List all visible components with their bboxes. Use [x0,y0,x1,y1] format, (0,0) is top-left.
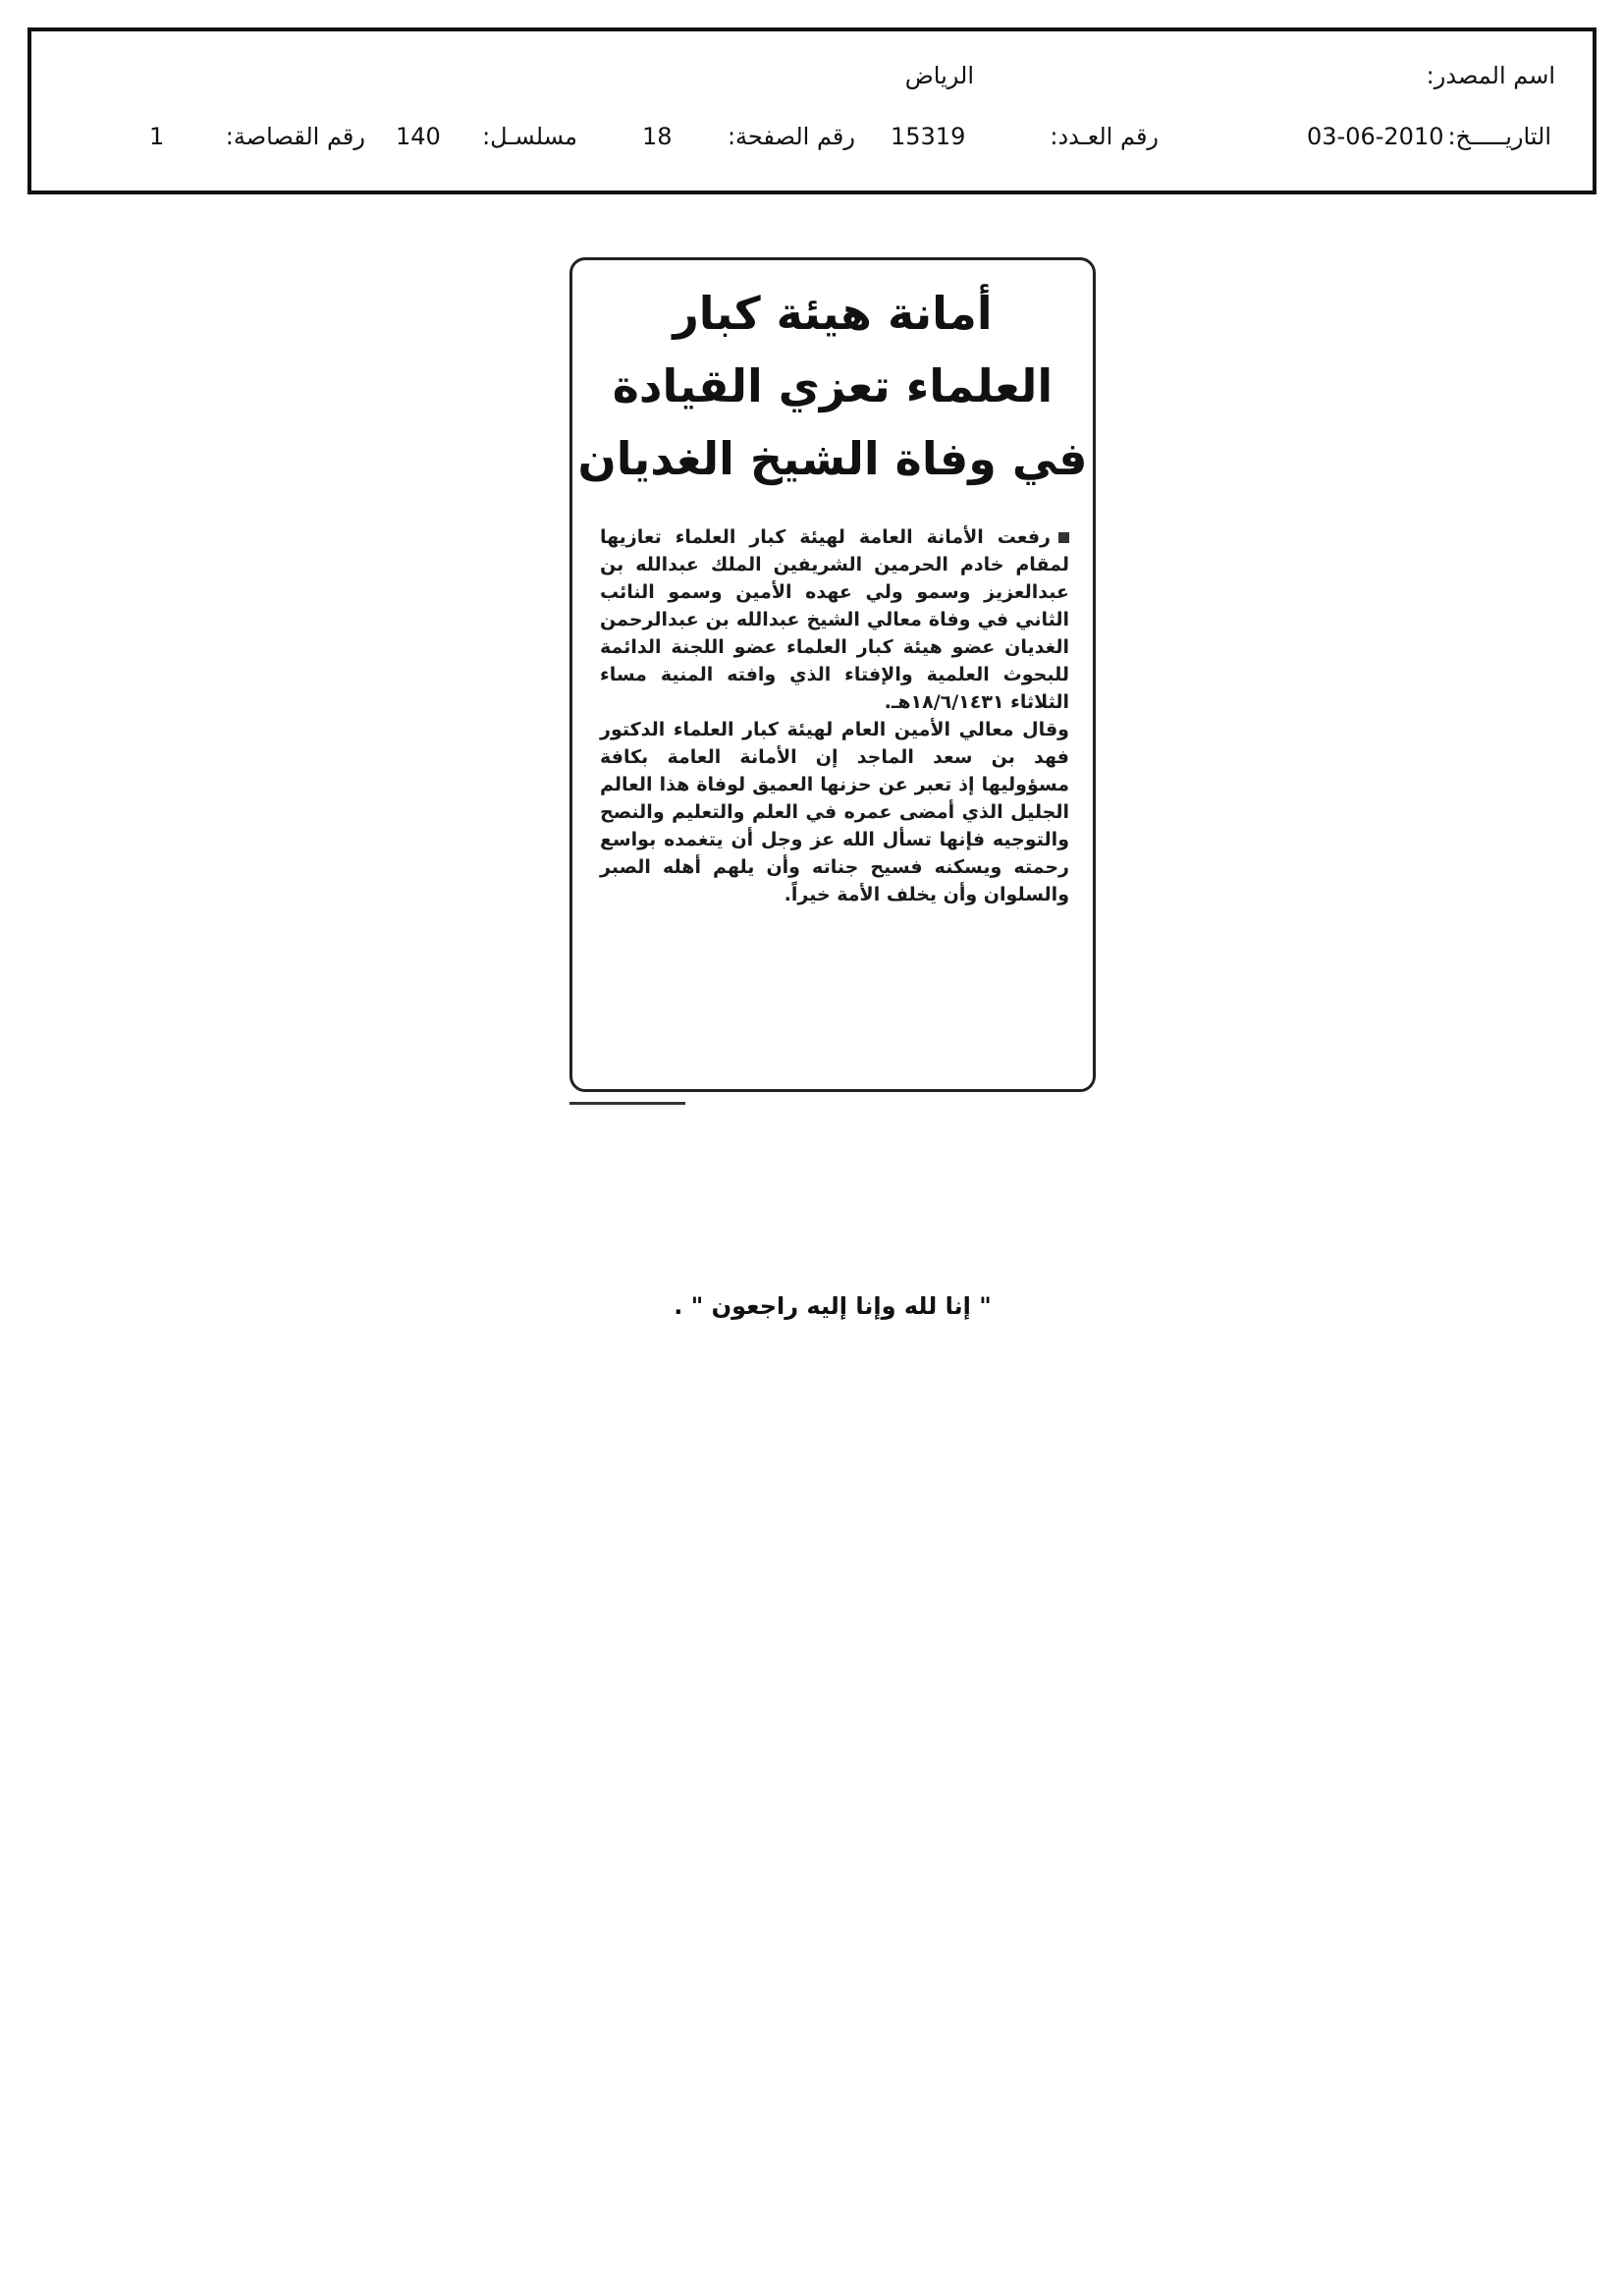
source-label: اسم المصدر: [1426,62,1555,89]
serial-value: 140 [396,123,441,150]
clip-number-label: رقم القصاصة: [225,123,365,150]
clip-number-value: 1 [149,123,165,150]
article-paragraph-2: وقال معالي الأمين العام لهيئة كبار العلماء الدكتور فهد بن سعد الماجد إن الأمانة العامة بكافة مسؤوليها إذ تعبر عن حزنها العميق لوفاة هذا العالم الجليل الذي أمضى عمره في العلم والتعليم والنصح والتوجيه فإنها تسأل الله عز وجل أن يتغمده بواسع رحمته ويسكنه فسيح جناته وأن يلهم أهله الصبر والسلوان وأن يخلف الأمة خيراً. [600,719,1069,905]
headline-line-2: العلماء تعزي القيادة [612,359,1054,412]
bullet-square-icon [1058,532,1069,543]
date-label: التاريـــــخ: [1447,123,1551,150]
headline-line-3: في وفاة الشيخ الغديان [577,432,1088,485]
article-body [600,523,1069,908]
issue-value: 15319 [891,123,966,150]
issue-label: رقم العـدد: [1050,123,1159,150]
date-value: 03-06-2010 [1307,123,1444,150]
clip-underline-divider [569,1102,685,1105]
page-value: 18 [642,123,673,150]
page-label: رقم الصفحة: [727,123,855,150]
closing-verse: " إنا لله وإنا إليه راجعون " . [674,1292,992,1320]
headline-line-1: أمانة هيئة كبار [673,287,993,340]
clipping-header-box [27,27,1596,194]
source-value: الرياض [904,62,974,89]
serial-label: مسلسـل: [482,123,577,150]
article-paragraph-1 [600,523,1069,716]
newspaper-clipping [569,257,1096,1320]
article-paragraph-1-text: رفعت الأمانة العامة لهيئة كبار العلماء تعازيها لمقام خادم الحرمين الشريفين الملك عبدالله بن عبدالعزيز وسمو ولي عهده الأمين وسمو النائب الثاني في وفاة معالي الشيخ عبدالله بن عبدالرحمن الغديان عضو هيئة كبار العلماء عضو اللجنة الدائمة للبحوث العلمية والإفتاء الذي وافته المنية مساء الثلاثاء ١٨/٦/١٤٣١هـ. [600,526,1069,713]
